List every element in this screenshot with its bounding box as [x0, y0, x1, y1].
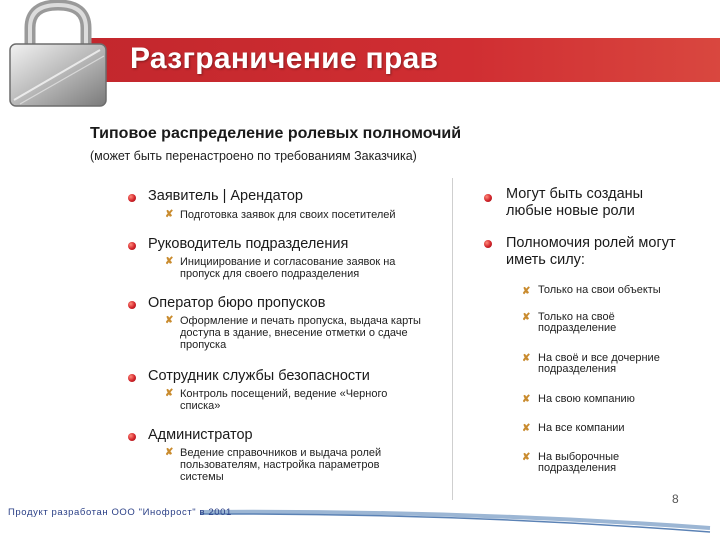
scope-item: На выборочные подразделения — [538, 451, 620, 474]
x-bullet-icon: ✘ — [522, 286, 531, 297]
role-desc: Оформление и печать пропуска, выдача карты доступа в здание, внесение отметки о сдаче пропуска — [180, 315, 421, 351]
x-bullet-icon: ✘ — [522, 452, 531, 463]
role-title: Заявитель | Арендатор — [148, 188, 303, 204]
footer-text: Продукт разработан ООО "Инофрост" в 2001 — [8, 507, 232, 518]
x-bullet-icon: ✘ — [522, 394, 531, 405]
x-bullet-icon: ✘ — [165, 447, 174, 458]
scope-item: Только на своё подразделение — [538, 311, 617, 334]
padlock-icon — [0, 0, 120, 110]
x-bullet-icon: ✘ — [522, 312, 531, 323]
page-title: Разграничение прав — [130, 42, 439, 75]
bullet-icon — [484, 194, 492, 202]
scope-item: На все компании — [538, 422, 625, 434]
bullet-icon — [484, 240, 492, 248]
role-desc: Ведение справочников и выдача ролей пользователям, настройка параметров системы — [180, 447, 382, 483]
right-point: Полномочия ролей могут иметь силу: — [506, 235, 676, 268]
bullet-icon — [128, 374, 136, 382]
role-title: Руководитель подразделения — [148, 236, 349, 252]
x-bullet-icon: ✘ — [165, 315, 174, 326]
bullet-icon — [128, 242, 136, 250]
x-bullet-icon: ✘ — [522, 353, 531, 364]
x-bullet-icon: ✘ — [165, 209, 174, 220]
role-title: Сотрудник службы безопасности — [148, 368, 370, 384]
column-divider — [452, 178, 453, 500]
role-title: Администратор — [148, 427, 253, 443]
x-bullet-icon: ✘ — [165, 388, 174, 399]
bullet-icon — [128, 301, 136, 309]
subtitle: Типовое распределение ролевых полномочий — [90, 125, 462, 142]
bullet-icon — [128, 194, 136, 202]
bullet-icon — [128, 433, 136, 441]
page-number: 8 — [672, 492, 679, 506]
x-bullet-icon: ✘ — [165, 256, 174, 267]
subnote: (может быть перенастроено по требованиям Заказчика) — [90, 149, 417, 163]
role-desc: Подготовка заявок для своих посетителей — [180, 209, 396, 221]
scope-item: Только на свои объекты — [538, 284, 661, 296]
footer-swoosh — [200, 498, 720, 540]
scope-item: На свою компанию — [538, 393, 635, 405]
role-desc: Контроль посещений, ведение «Черного списка» — [180, 388, 388, 412]
scope-item: На своё и все дочерние подразделения — [538, 352, 660, 375]
role-desc: Инициирование и согласование заявок на пропуск для своего подразделения — [180, 256, 396, 280]
right-point: Могут быть созданы любые новые роли — [506, 186, 644, 219]
x-bullet-icon: ✘ — [522, 423, 531, 434]
role-title: Оператор бюро пропусков — [148, 295, 326, 311]
